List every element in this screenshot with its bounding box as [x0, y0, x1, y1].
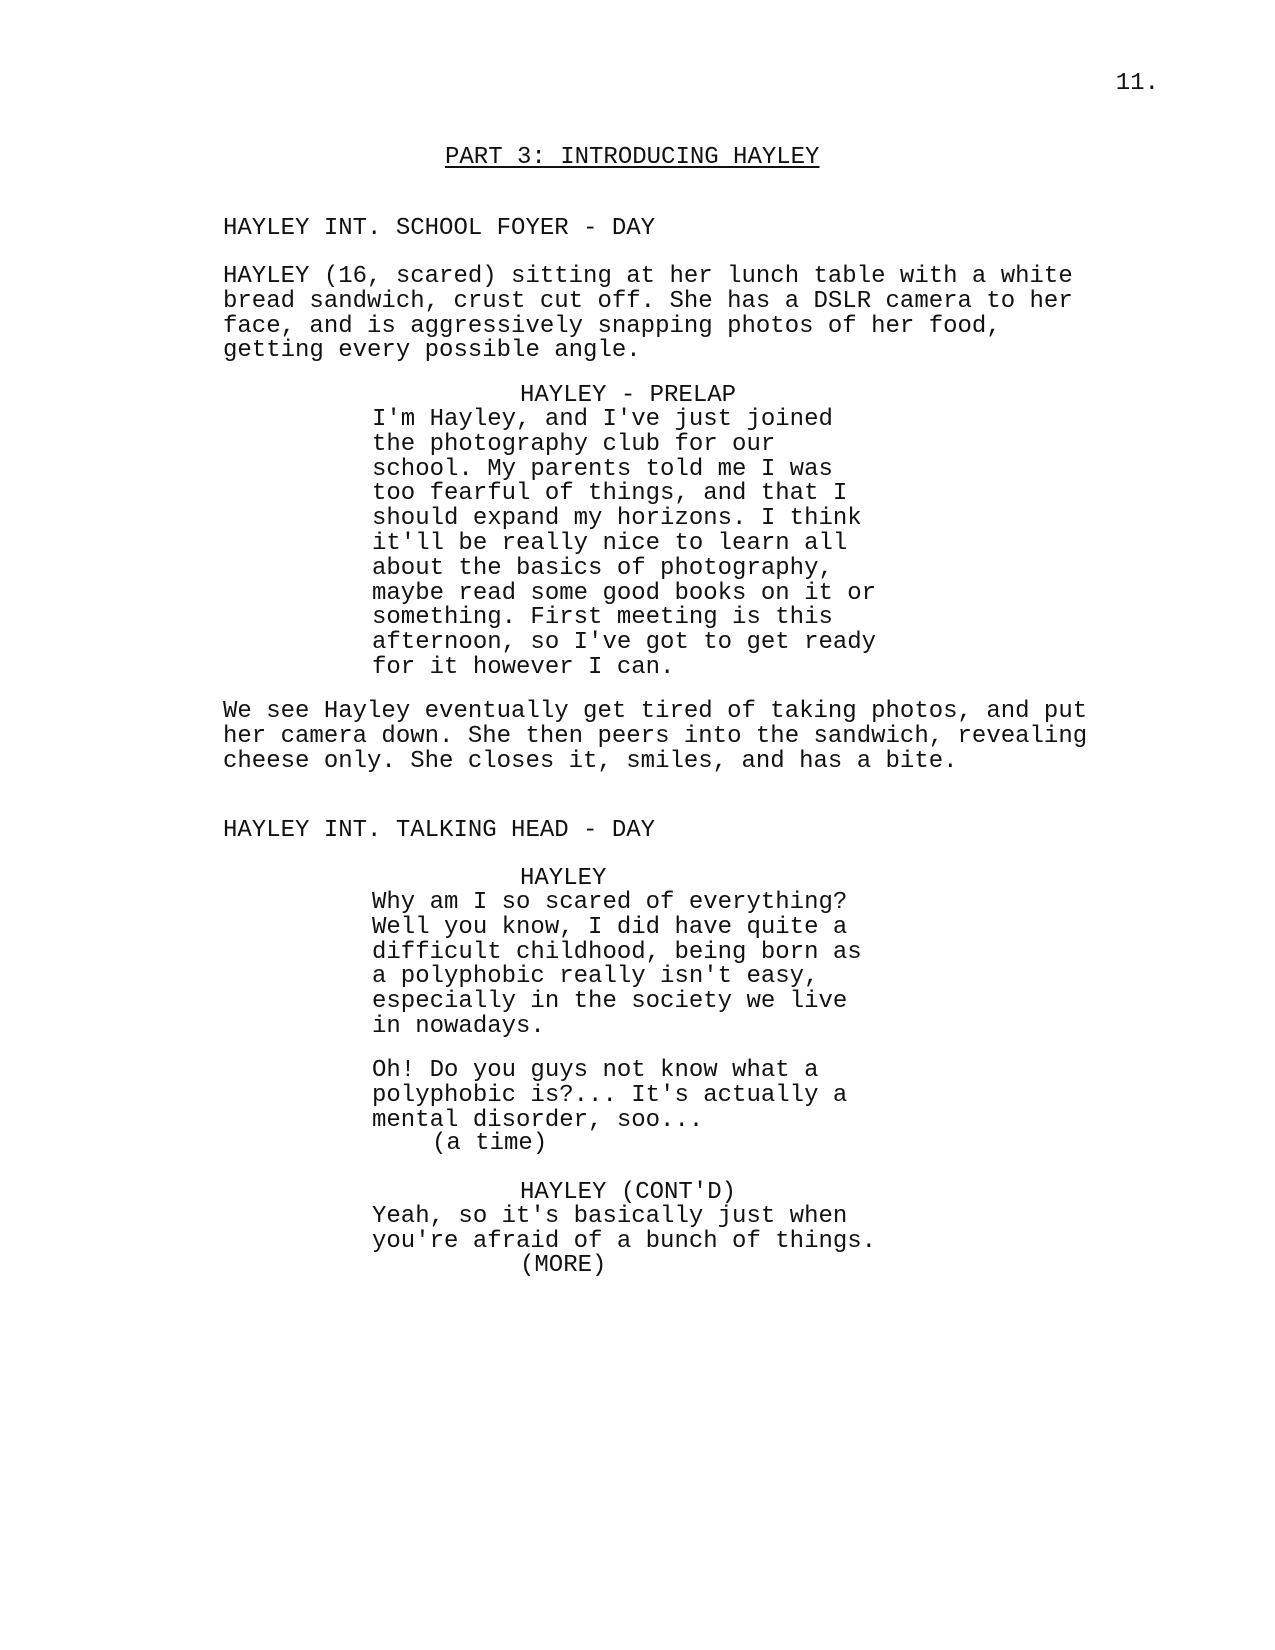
part-title: PART 3: INTRODUCING HAYLEY: [445, 144, 820, 171]
dialogue-block: Why am I so scared of everything? Well you know, I did have quite a difficult childhood, being born as a polyphobic really isn't easy, especially in the society we live in nowadays.: [372, 889, 862, 1040]
scene-heading: HAYLEY INT. TALKING HEAD - DAY: [223, 817, 656, 844]
dialogue-block: I'm Hayley, and I've just joined the photography club for our school. My parents told me I was too fearful of things, and that I should expand my horizons. I think it'll be really nice to learn all about the basics of photography, maybe read some good books on it or something. First meeting is this afternoon, so I've got to get ready for it however I can.: [372, 406, 877, 681]
parenthetical: (a time): [432, 1130, 548, 1157]
character-name: HAYLEY - PRELAP: [520, 382, 737, 409]
dialogue-block: Yeah, so it's basically just when you're afraid of a bunch of things.: [372, 1203, 877, 1255]
page-number: 11.: [1115, 70, 1159, 97]
character-name: HAYLEY: [520, 865, 607, 892]
action-paragraph: We see Hayley eventually get tired of taking photos, and put her camera down. She then peers into the sandwich, revealing cheese only. She closes it, smiles, and has a bite.: [223, 698, 1088, 775]
more-marker: (MORE): [520, 1252, 607, 1279]
action-paragraph: HAYLEY (16, scared) sitting at her lunch table with a white bread sandwich, crust cut off. She has a DSLR camera to her face, and is aggressively snapping photos of her food, getting every possible angle.: [223, 263, 1073, 365]
character-name: HAYLEY (CONT'D): [520, 1179, 737, 1206]
scene-heading: HAYLEY INT. SCHOOL FOYER - DAY: [223, 215, 656, 242]
dialogue-block: Oh! Do you guys not know what a polyphobic is?... It's actually a mental disorder, soo...: [372, 1057, 848, 1134]
